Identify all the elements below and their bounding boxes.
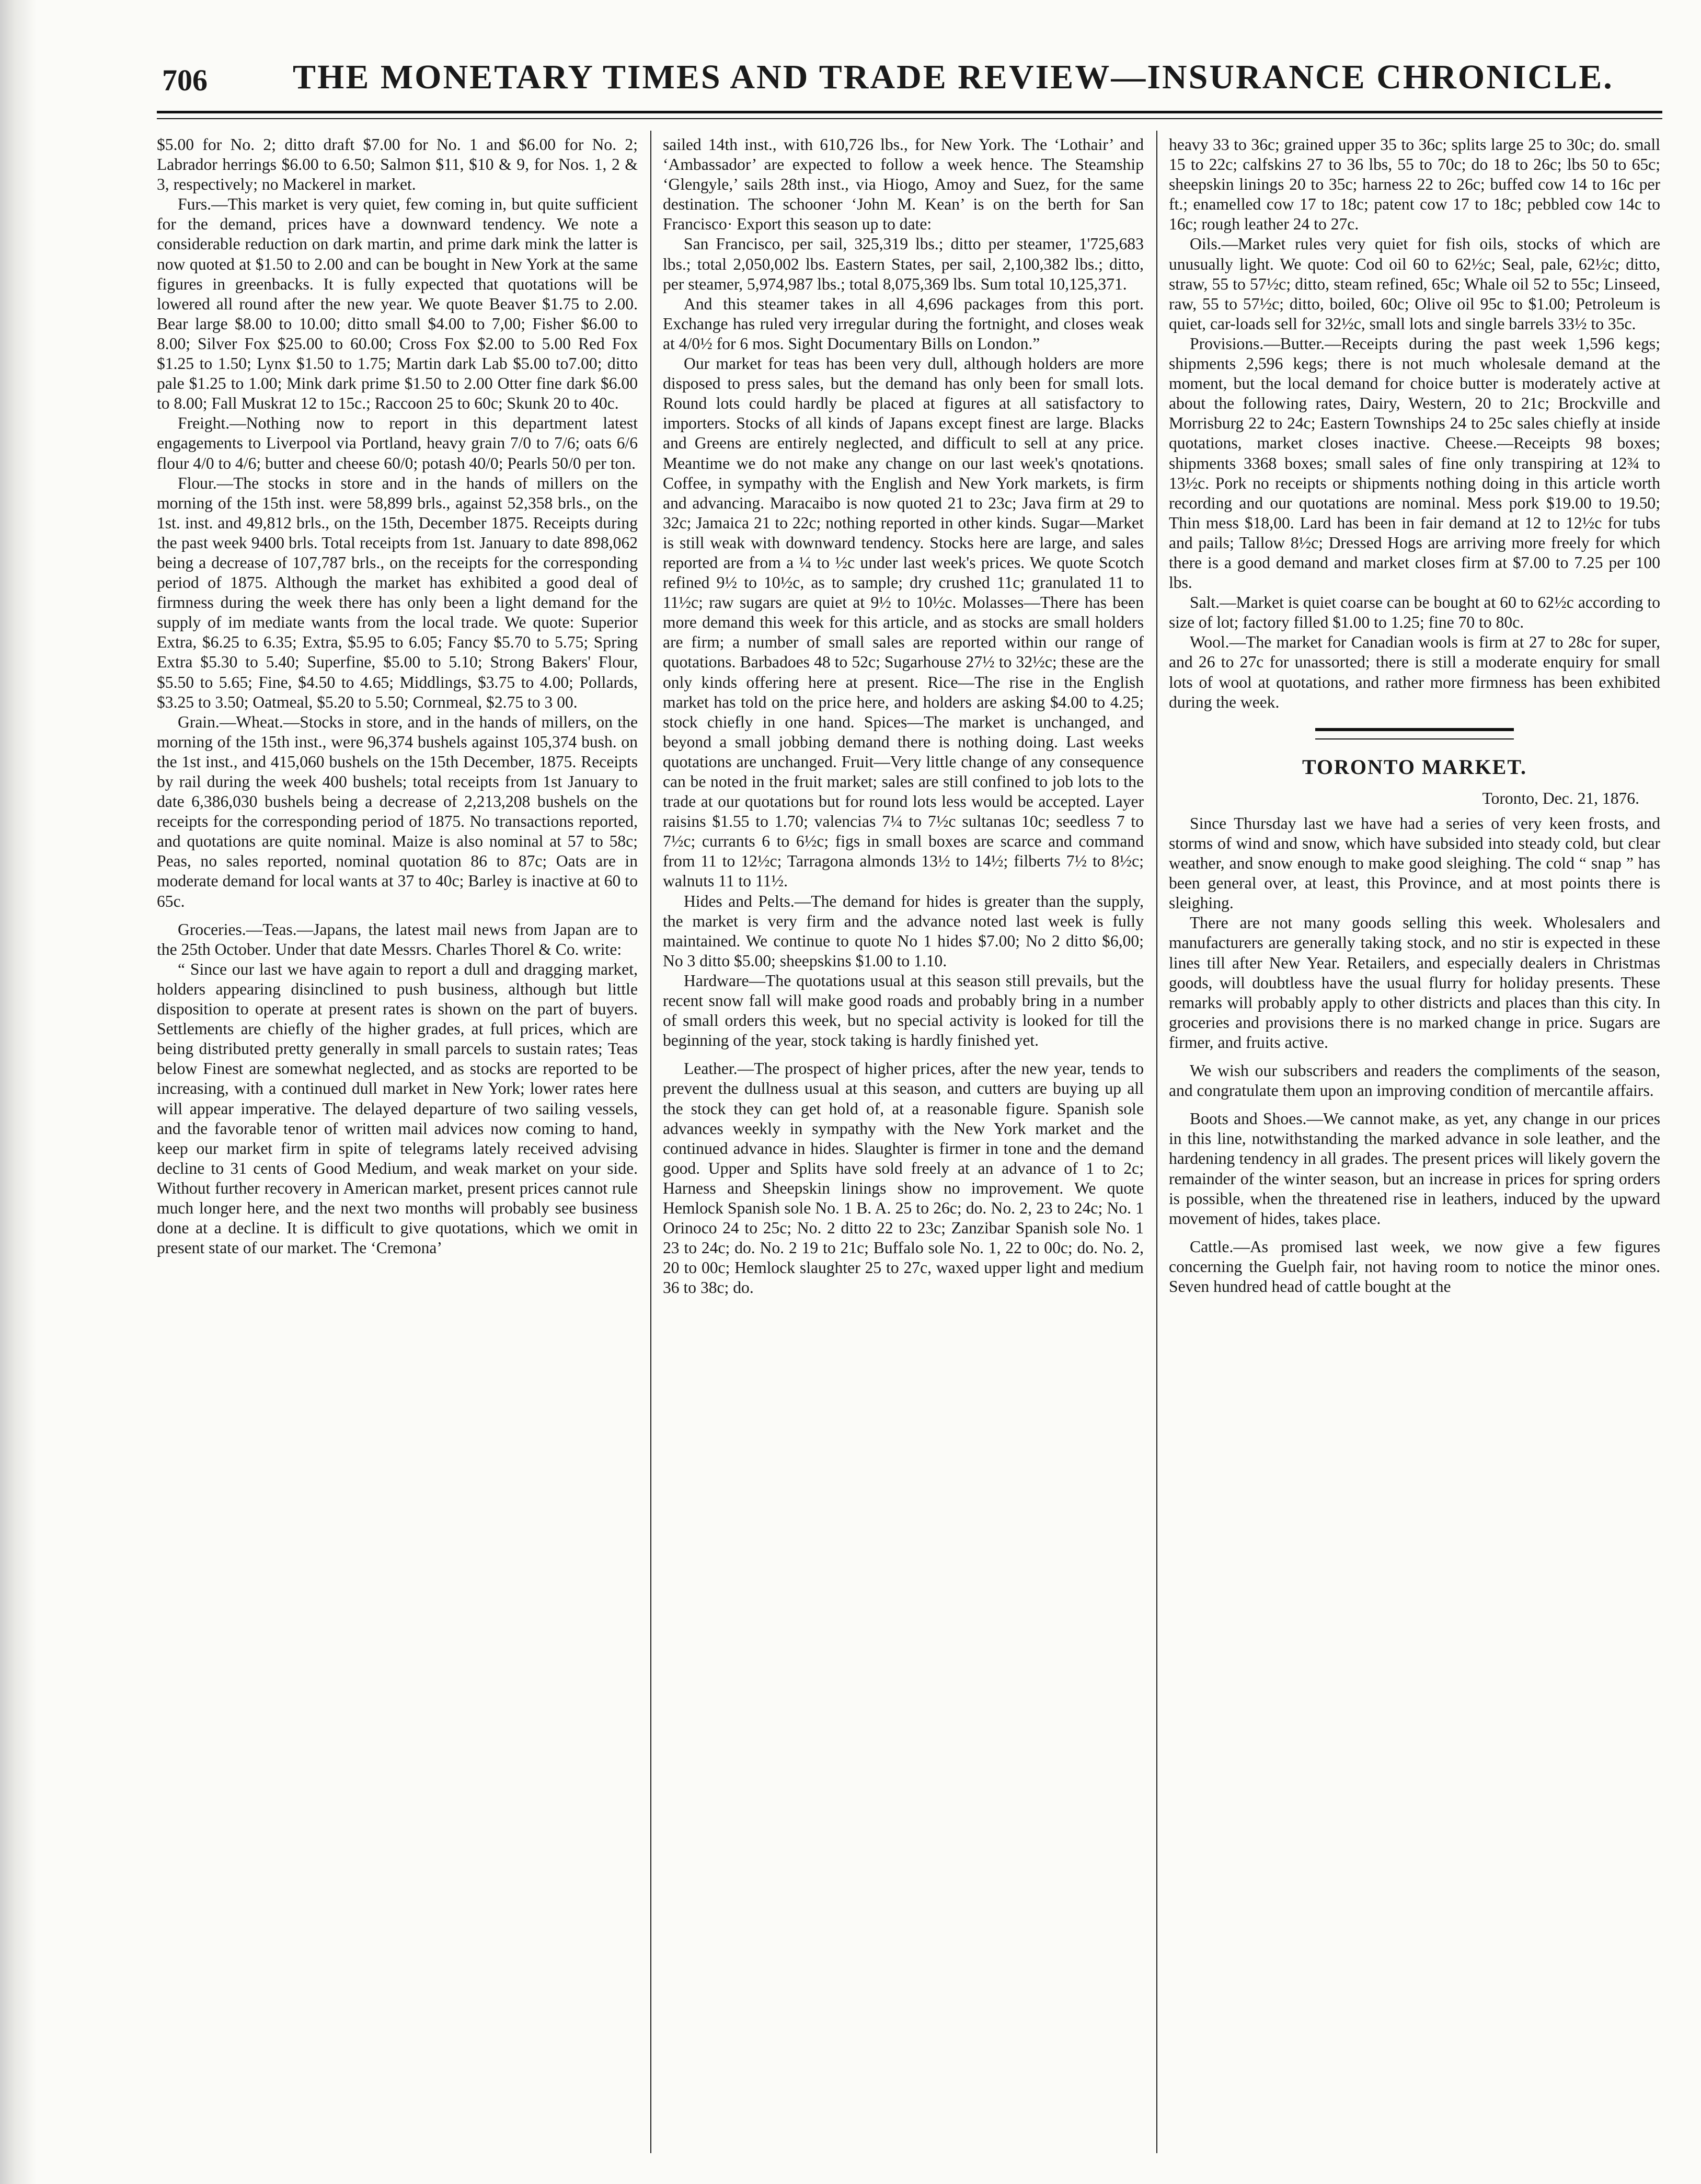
column-divider xyxy=(1156,131,1157,2153)
paragraph-leather-continued: heavy 33 to 36c; grained upper 35 to 36c; splits large 25 to 30c; do. small 15 to 22c; calfskins 27 to 36 lbs, 55 to 70c; do 18 to 26c; lbs 50 to 65c; sheepskin linings 20 to 35c; harness 22 to 26c; buffed cow 14 to 16c per ft.; enamelled cow 17 to 18c; patent cow 17 to 18c; pebbled cow 14c to 16c; rough leather 24 to 27c. xyxy=(1169,135,1660,234)
header-rule-thick xyxy=(157,111,1662,113)
column-1 xyxy=(157,135,638,2152)
paragraph-trade-quiet: There are not many goods selling this week. Wholesalers and manufacturers are generally taking stock, and no stir is expected in these lines till after New Year. Retailers, and especially dealers in Christmas goods, will doubtless have the usual flurry for holiday presents. These remarks will probably apply to other districts and places than this city. In groceries and provisions there is no marked change in price. Sugars are firmer, and fruits active. xyxy=(1169,914,1660,1051)
paragraph-export-totals: San Francisco, per sail, 325,319 lbs.; ditto per steamer, 1'725,683 lbs.; total 2,050,002 lbs. Eastern States, per sail, 2,100,382 lbs.; ditto, per steamer, 5,974,987 lbs.; total 8,075,369 lbs. Sum total 10,125,371. xyxy=(663,235,1144,293)
paragraph-grain: Grain.—Wheat.—Stocks in store, and in the hands of millers, on the morning of the 15th inst., were 96,374 bushels against 105,374 bush. on the 1st inst., and 415,060 bushels on the 15th December, 1875. Receipts by rail during the week 400 bushels; total receipts from 1st January to date 6,386,030 bushels being a decrease of 2,213,208 bushels on the receipts for the corresponding period of 1875. No transactions reported, and quotations are quite nominal. Maize is also nominal at 57 to 58c; Peas, no sales reported, nominal quotation 86 to 87c; Oats are in moderate demand for local wants at 37 to 40c; Barley is inactive at 60 to 65c. xyxy=(157,712,638,910)
paragraph-boots-shoes: Boots and Shoes.—We cannot make, as yet, any change in our prices in this line, notwithstanding the marked advance in sole leather, and the hardening tendency in all grades. The present prices will likely govern the remainder of the winter season, but an increase in prices for spring orders is possible, when the threatened rise in leathers, induced by the upward movement of hides, takes place. xyxy=(1169,1110,1660,1228)
column-2 xyxy=(663,135,1144,2152)
paragraph-season-greetings: We wish our subscribers and readers the compliments of the season, and congratulate them upon an improving condition of mercantile affairs. xyxy=(1169,1061,1660,1100)
paragraph-weather: Since Thursday last we have had a series of very keen frosts, and storms of wind and snow, which have subsided into steady cold, but clear weather, and snow enough to make good sleighing. The cold “ snap ” has been general over, at least, this Province, and at most points there is sleighing. xyxy=(1169,814,1660,912)
paragraph-freight: Freight.—Nothing now to report in this department latest engagements to Liverpool via Portland, heavy grain 7/0 to 7/6; oats 6/6 flour 4/0 to 4/6; butter and cheese 60/0; potash 40/0; Pearls 50/0 per ton. xyxy=(157,414,638,472)
paragraph-groceries: Groceries.—Teas.—Japans, the latest mail news from Japan are to the 25th October. Under that date Messrs. Charles Thorel & Co. write: xyxy=(157,920,638,958)
paragraph-wool: Wool.—The market for Canadian wools is firm at 27 to 28c for super, and 26 to 27c for unassorted; there is still a moderate enquiry for small lots of wool at quotations, and rather more firmness has been exhibited during the week. xyxy=(1169,633,1660,711)
page-edge-shadow xyxy=(0,0,37,2184)
paragraph-salt: Salt.—Market is quiet coarse can be bought at 60 to 62½c according to size of lot; factory filled $1.00 to 1.25; fine 70 to 80c. xyxy=(1169,593,1660,632)
paragraph-exchange: And this steamer takes in all 4,696 packages from this port. Exchange has ruled very irregular during the fortnight, and closes weak at 4/0½ for 6 mos. Sight Documentary Bills on London.” xyxy=(663,294,1144,353)
paragraph-teas-letter: “ Since our last we have again to report a dull and dragging market, holders appearing disinclined to push business, although but little disposition to operate at present rates is shown on the part of buyers. Settlements are chiefly of the higher grades, at full prices, which are being distributed pretty generally in small parcels to sustain rates; Teas below Finest are somewhat neglected, and as stocks are reported to be increasing, with a continued dull market in New York; lower rates here will appear imperative. The delayed departure of two sailing vessels, and the favorable tenor of written mail advices now coming to hand, keep our market firm in spite of telegrams lately received advising decline to 31 cents of Good Medium, and weak market on your side. Without further recovery in American market, present prices cannot rule much longer here, and the next two months will probably see business done at a decline. It is difficult to give quotations, which we omit in present state of our market. The ‘Cremona’ xyxy=(157,960,638,1257)
column-divider xyxy=(650,131,651,2153)
section-heading-toronto-market: TORONTO MARKET. xyxy=(1302,755,1527,779)
paragraph-oils: Oils.—Market rules very quiet for fish oils, stocks of which are unusually light. We quote: Cod oil 60 to 62½c; Seal, pale, 62½c; ditto, straw, 55 to 57½c; ditto, steam refined, 65c; Whale oil 52 to 55c; Linseed, raw, 55 to 57½c; ditto, boiled, 60c; Olive oil 95c to $1.00; Petroleum is quiet, car-loads sell for 32½c, small lots and single barrels 33½ to 35c. xyxy=(1169,235,1660,333)
column-3 xyxy=(1169,135,1660,2152)
paragraph-hides-pelts: Hides and Pelts.—The demand for hides is greater than the supply, the market is very firm and the advance noted last week is fully maintained. We continue to quote No 1 hides $7.00; No 2 ditto $6,00; No 3 ditto $5.00; sheepskins $1.00 to 1.10. xyxy=(663,892,1144,970)
page-number: 706 xyxy=(162,63,208,97)
dateline: Toronto, Dec. 21, 1876. xyxy=(1482,789,1639,807)
paragraph-cattle: Cattle.—As promised last week, we now give a few figures concerning the Guelph fair, not having room to notice the minor ones. Seven hundred head of cattle bought at the xyxy=(1169,1237,1660,1296)
section-separator-rule xyxy=(1315,728,1514,739)
paragraph-teas-market: Our market for teas has been very dull, although holders are more disposed to press sales, but the demand has only been for small lots. Round lots could hardly be placed at figures at all satisfactory to importers. Stocks of all kinds of Japans except finest are large. Blacks and Greens are entirely neglected, and difficult to sell at any price. Meantime we do not make any change on our last week's qnotations. Coffee, in sympathy with the English and New York markets, is firm and advancing. Maracaibo is now quoted 21 to 23c; Java firm at 29 to 32c; Jamaica 21 to 22c; nothing reported in other kinds. Sugar—Market is still weak with downward tendency. Stocks here are large, and sales reported are from a ¼ to ½c under last week's prices. We quote Scotch refined 9½ to 10½c, as to sample; dry crushed 11c; granulated 11 to 11½c; raw sugars are quiet at 9½ to 10½c. Molasses—There has been more demand this week for this article, and as stocks are small holders are firm; a number of small sales are reported within our range of quotations. Barbadoes 48 to 52c; Sugarhouse 27½ to 32½c; these are the only kinds offering here at present. Rice—The rise in the English market has told on the price here, and holders are asking $4.00 to 4.25; stock chiefly in one hand. Spices—The market is unchanged, and beyond a small jobbing demand there is nothing doing. Last weeks quotations are unchanged. Fruit—Very little change of any consequence can be noted in the fruit market; sales are still confined to job lots to the trade at our quotations but for round lots less would be accepted. Layer raisins $1.55 to 1.70; valencias 7¼ to 7½c sultanas 10c; seedless 7 to 7½c; currants 6 to 6½c; figs in small boxes are scarce and command from 11 to 12½c; Tarragona almonds 13½ to 14½; filberts 7½ to 8½c; walnuts 11 to 11½. xyxy=(663,354,1144,891)
header-rule-thin xyxy=(157,118,1662,119)
paragraph-leather: Leather.—The prospect of higher prices, after the new year, tends to prevent the dullness usual at this season, and cutters are buying up all the stock they can get hold of, at a reasonable figure. Spanish sole advances weekly in sympathy with the New York market and the continued advance in hides. Slaughter is firmer in tone and the demand good. Upper and Splits have sold freely at an advance of 1 to 2c; Harness and Sheepskin linings show no improvement. We quote Hemlock Spanish sole No. 1 B. A. 25 to 26c; do. No. 2, 23 to 24c; No. 1 Orinoco 24 to 25c; No. 2 ditto 22 to 23c; Zanzibar Spanish sole No. 1 23 to 24c; do. No. 2 19 to 21c; Buffalo sole No. 1, 22 to 00c; do. No. 2, 20 to 00c; Hemlock slaughter 25 to 27c, waxed upper light and medium 36 to 38c; do. xyxy=(663,1059,1144,1297)
paragraph-provisions: Provisions.—Butter.—Receipts during the past week 1,596 kegs; shipments 2,596 kegs; there is not much wholesale demand at the moment, but the local demand for choice butter is moderately active at about the following rates, Dairy, Western, 20 to 21c; Brockville and Morrisburg 22 to 24c; Eastern Townships 24 to 25c sales chiefly at inside quotations, market closes inactive. Cheese.—Receipts 98 boxes; shipments 3368 boxes; small sales of fine only transpiring at 12¾ to 13½c. Pork no receipts or shipments nothing doing in this article worth recording and our quotations are nominal. Mess pork $19.00 to 19.50; Thin mess $18,00. Lard has been in fair demand at 12 to 12½c for tubs and pails; Tallow 8½c; Dressed Hogs are arriving more freely for which there is a good demand and market closes firm at $7.00 to 7.25 per 100 lbs. xyxy=(1169,334,1660,592)
paragraph-flour: Flour.—The stocks in store and in the hands of millers on the morning of the 15th inst. were 58,899 brls., against 52,358 brls., on the 1st. inst. and 49,812 brls., on the 15th, December 1875. Receipts during the past week 9400 brls. Total receipts from 1st. January to date 898,062 being a decrease of 107,787 brls., on the receipts for the corresponding period of 1875. Although the market has exhibited a good deal of firmness during the week there has only been a light demand for the supply of im mediate wants from the local trade. We quote: Superior Extra, $6.25 to 6.35; Extra, $5.95 to 6.05; Fancy $5.70 to 5.75; Spring Extra $5.30 to 5.40; Superfine, $5.00 to 5.10; Strong Bakers' Flour, $5.50 to 5.65; Fine, $4.50 to 4.65; Middlings, $3.75 to 4.00; Pollards, $3.25 to 3.50; Oatmeal, $5.20 to 5.50; Cornmeal, $2.75 to 3 00. xyxy=(157,473,638,711)
paragraph-shipping-continued: sailed 14th inst., with 610,726 lbs., for New York. The ‘Lothair’ and ‘Ambassador’ are expected to follow a week hence. The Steamship ‘Glengyle,’ sails 28th inst., via Hiogo, Amoy and Suez, for the same destination. The schooner ‘John M. Kean’ is on the berth for San Francisco· Export this season up to date: xyxy=(663,135,1144,234)
paragraph-furs: Furs.—This market is very quiet, few coming in, but quite sufficient for the demand, prices have a downward tendency. We note a considerable reduction on dark martin, and prime dark mink the latter is now quoted at $1.50 to 2.00 and can be bought in New York at the same figures in greenbacks. It is fully expected that quotations will be lowered all round after the new year. We quote Beaver $1.75 to 2.00. Bear large $8.00 to 10.00; ditto small $4.00 to 7,00; Fisher $6.00 to 8.00; Silver Fox $25.00 to 60.00; Cross Fox $2.00 to 5.00 Red Fox $1.25 to 1.50; Lynx $1.50 to 1.75; Martin dark Lab $5.00 to7.00; ditto pale $1.25 to 1.00; Mink dark prime $1.50 to 2.00 Otter fine dark $6.00 to 8.00; Fall Muskrat 12 to 15c.; Raccoon 25 to 60c; Skunk 20 to 40c. xyxy=(157,195,638,413)
running-head-title: THE MONETARY TIMES AND TRADE REVIEW—INSURANCE CHRONICLE. xyxy=(293,58,1614,96)
paragraph-fish-continued: $5.00 for No. 2; ditto draft $7.00 for No. 1 and $6.00 for No. 2; Labrador herrings $6.00 to 6.50; Salmon $11, $10 & 9, for Nos. 1, 2 & 3, respectively; no Mackerel in market. xyxy=(157,135,638,194)
paragraph-hardware: Hardware—The quotations usual at this season still prevails, but the recent snow fall will make good roads and probably bring in a number of small orders this week, but no special activity is looked for till the beginning of the year, stock taking is hardly finished yet. xyxy=(663,971,1144,1050)
